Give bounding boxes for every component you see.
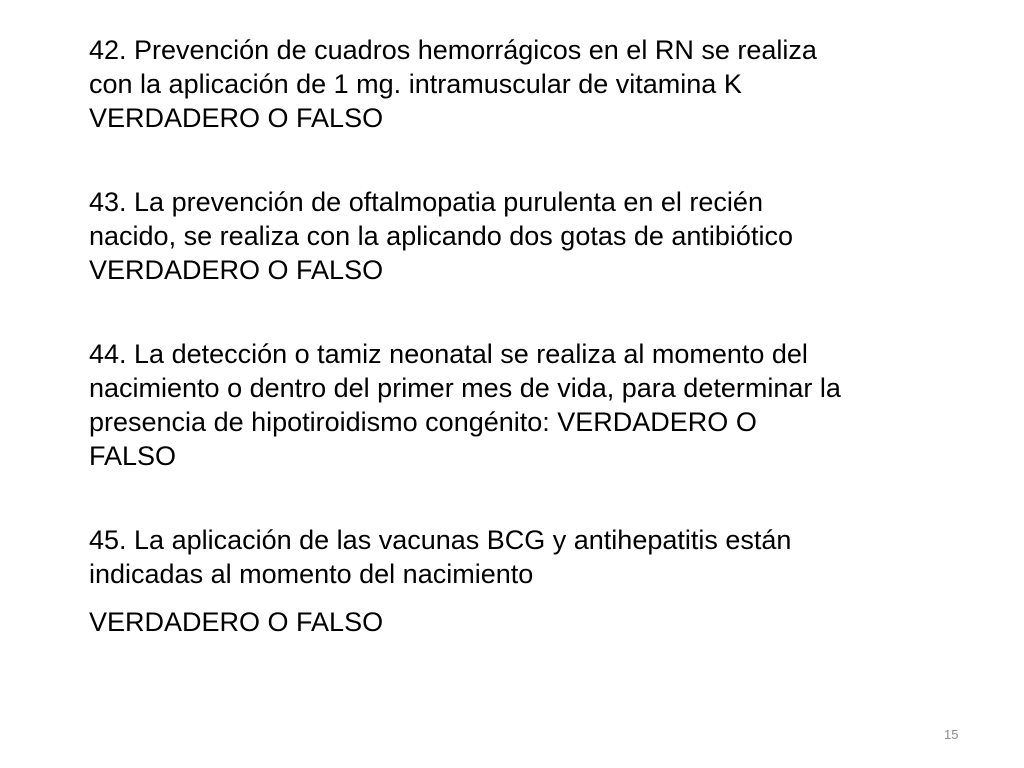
question-43-line-3: VERDADERO O FALSO [89,255,384,285]
question-42 [89,33,989,135]
question-44-line-1: 44. La detección o tamiz neonatal se realiza al momento del [89,339,808,369]
question-44 [89,337,989,473]
question-42-line-1: 42. Prevención de cuadros hemorrágicos en el RN se realiza [89,35,817,65]
question-45-line-2: indicadas al momento del nacimiento [89,559,534,589]
question-43 [89,185,989,287]
question-42-line-2: con la aplicación de 1 mg. intramuscular de vitamina K [89,69,742,99]
slide-content [89,33,989,639]
question-43-line-2: nacido, se realiza con la aplicando dos gotas de antibiótico [89,221,793,251]
question-42-line-3: VERDADERO O FALSO [89,103,384,133]
page-number: 15 [944,727,959,742]
question-45 [89,523,989,639]
question-45-answer: VERDADERO O FALSO [89,607,384,637]
question-44-line-2: nacimiento o dentro del primer mes de vida, para determinar la [89,373,841,403]
question-43-line-1: 43. La prevención de oftalmopatia purulenta en el recién [89,187,763,217]
question-45-line-1: 45. La aplicación de las vacunas BCG y antihepatitis están [89,525,792,555]
question-44-line-3: presencia de hipotiroidismo congénito: VERDADERO O [89,407,757,437]
question-44-line-4: FALSO [89,441,177,471]
